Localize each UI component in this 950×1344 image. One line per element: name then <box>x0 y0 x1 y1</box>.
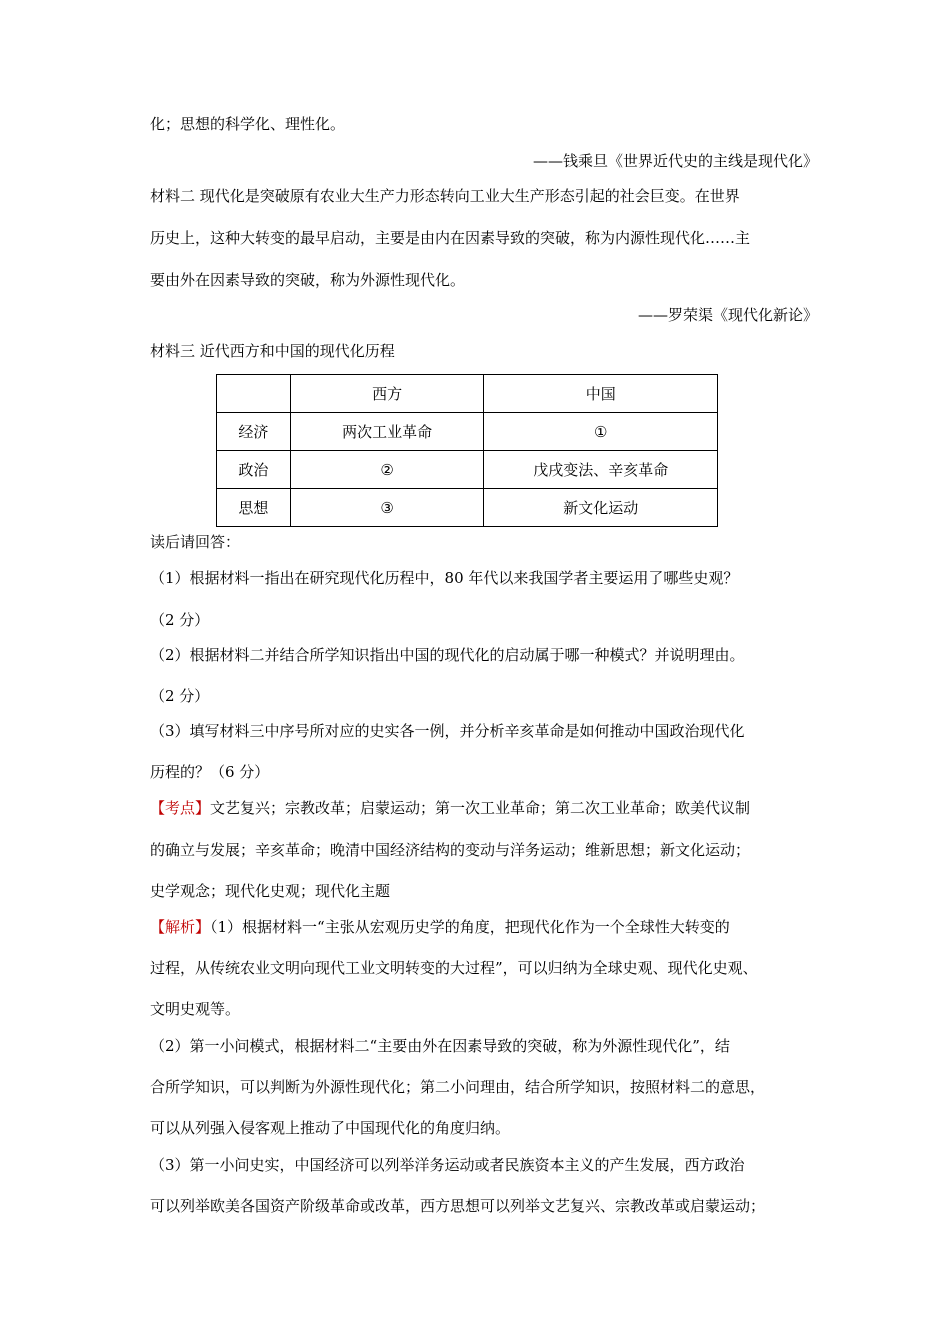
table-row <box>217 375 718 413</box>
kaodian-line-1 <box>150 798 750 818</box>
question-2: （2）根据材料二并结合所学知识指出中国的现代化的启动属于哪一种模式？并说明理由。 <box>150 646 745 664</box>
table-cell: 戊戌变法、辛亥革命 <box>484 451 718 489</box>
jiexi-line-4: （2）第一小问模式，根据材料二“主要由外在因素导致的突破，称为外源性现代化”，结 <box>150 1037 730 1055</box>
table-cell: 新文化运动 <box>484 489 718 527</box>
material-three-table <box>216 374 718 527</box>
jiexi-line-5: 合所学知识，可以判断为外源性现代化；第二小问理由，结合所学知识，按照材料二的意思， <box>150 1078 766 1096</box>
jiexi-line-6: 可以从列强入侵客观上推动了中国现代化的角度归纳。 <box>150 1119 511 1137</box>
question-1-score: （2 分） <box>150 611 210 629</box>
table-cell: ③ <box>290 489 484 527</box>
table-cell: ② <box>290 451 484 489</box>
material-one-tail: 化；思想的科学化、理性化。 <box>150 115 346 133</box>
table-cell: 政治 <box>217 451 291 489</box>
material-two-line-3: 要由外在因素导致的突破，称为外源性现代化。 <box>150 271 466 289</box>
kaodian-text-1: 文艺复兴；宗教改革；启蒙运动；第一次工业革命；第二次工业革命；欧美代议制 <box>210 799 751 817</box>
question-1: （1）根据材料一指出在研究现代化历程中，80 年代以来我国学者主要运用了哪些史观？ <box>150 569 739 587</box>
material-two-line-1: 材料二 现代化是突破原有农业大生产力形态转向工业大生产形态引起的社会巨变。在世界 <box>150 187 740 205</box>
jiexi-line-1 <box>150 917 730 937</box>
material-one-source: ——钱乘旦《世界近代史的主线是现代化》 <box>532 152 818 170</box>
table-cell: 两次工业革命 <box>290 413 484 451</box>
table-cell: ① <box>484 413 718 451</box>
jiexi-line-3: 文明史观等。 <box>150 1000 241 1018</box>
jiexi-tag: 【解析】 <box>150 918 211 936</box>
kaodian-tag: 【考点】 <box>150 799 211 817</box>
table-row <box>217 489 718 527</box>
table-cell: 经济 <box>217 413 291 451</box>
table-cell <box>217 375 291 413</box>
table-header-west: 西方 <box>290 375 484 413</box>
table-cell: 思想 <box>217 489 291 527</box>
material-three-title: 材料三 近代西方和中国的现代化历程 <box>150 342 395 360</box>
table-header-china: 中国 <box>484 375 718 413</box>
jiexi-line-2: 过程，从传统农业文明向现代工业文明转变的大过程”，可以归纳为全球史观、现代化史观、 <box>150 959 758 977</box>
question-3-line-1: （3）填写材料三中序号所对应的史实各一例，并分析辛亥革命是如何推动中国政治现代化 <box>150 722 745 740</box>
jiexi-line-7: （3）第一小问史实，中国经济可以列举洋务运动或者民族资本主义的产生发展，西方政治 <box>150 1156 745 1174</box>
jiexi-line-8: 可以列举欧美各国资产阶级革命或改革，西方思想可以列举文艺复兴、宗教改革或启蒙运动； <box>150 1197 766 1215</box>
kaodian-line-2: 的确立与发展；辛亥革命；晚清中国经济结构的变动与洋务运动；维新思想；新文化运动； <box>150 841 751 859</box>
table-row <box>217 413 718 451</box>
question-2-score: （2 分） <box>150 687 210 705</box>
table-row <box>217 451 718 489</box>
jiexi-text-1: （1）根据材料一“主张从宏观历史学的角度，把现代化作为一个全球性大转变的 <box>210 918 730 936</box>
questions-intro: 读后请回答： <box>150 533 241 551</box>
kaodian-line-3: 史学观念；现代化史观；现代化主题 <box>150 882 391 900</box>
material-two-line-2: 历史上，这种大转变的最早启动，主要是由内在因素导致的突破，称为内源性现代化……主 <box>150 229 751 247</box>
material-two-source: ——罗荣渠《现代化新论》 <box>637 306 818 324</box>
question-3-line-2: 历程的？（6 分） <box>150 763 270 781</box>
